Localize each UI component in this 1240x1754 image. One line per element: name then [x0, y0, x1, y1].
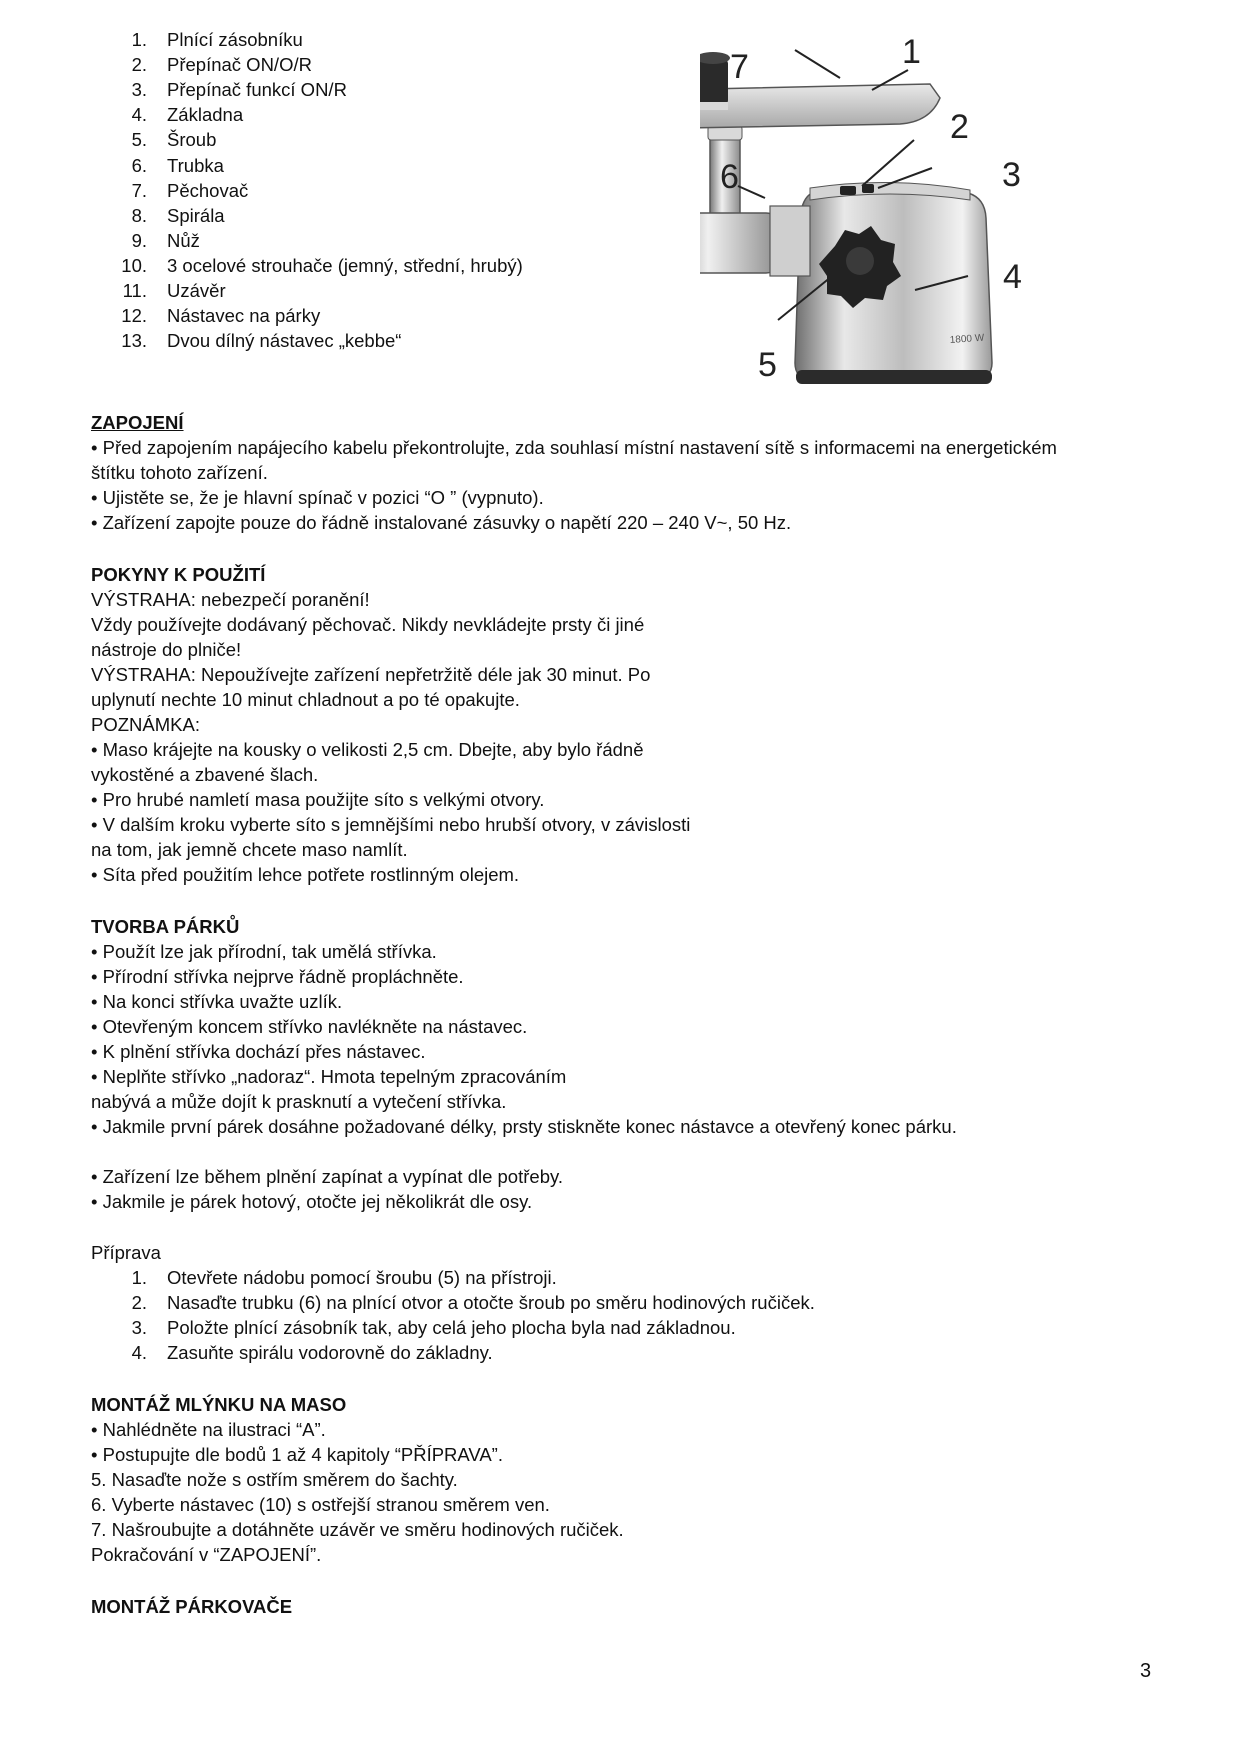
paragraph-line: • Zařízení zapojte pouze do řádně instalované zásuvky o napětí 220 – 240 V~, 50 Hz.: [91, 512, 792, 533]
callout-7: 7: [730, 48, 749, 86]
paragraph-line: • V dalším kroku vyberte síto s jemnějšími nebo hrubší otvory, v závislosti: [91, 814, 691, 835]
list-item: Přepínač ON/O/R: [167, 54, 312, 75]
paragraph-line: nástroje do plniče!: [91, 639, 242, 660]
list-number: 2.: [131, 54, 147, 75]
paragraph-line: • Použít lze jak přírodní, tak umělá střívka.: [91, 941, 437, 962]
list-number: 1.: [131, 1267, 147, 1288]
base-foot: [796, 370, 992, 384]
paragraph-line: nabývá a může dojít k prasknutí a vytečení střívka.: [91, 1091, 507, 1112]
paragraph-line: 7. Našroubujte a dotáhněte uzávěr ve směru hodinových ručiček.: [91, 1519, 624, 1540]
paragraph-line: • Otevřeným koncem střívko navlékněte na nástavec.: [91, 1016, 528, 1037]
paragraph-line: uplynutí nechte 10 minut chladnout a po té opakujte.: [91, 689, 520, 710]
list-item: Šroub: [167, 129, 217, 150]
paragraph-line: • Zařízení lze během plnění zapínat a vypínat dle potřeby.: [91, 1166, 563, 1187]
paragraph-line: • Maso krájejte na kousky o velikosti 2,5 cm. Dbejte, aby bylo řádně: [91, 739, 644, 760]
list-number: 8.: [131, 205, 147, 226]
paragraph-line: 6. Vyberte nástavec (10) s ostřejší stranou směrem ven.: [91, 1494, 550, 1515]
list-item: Nástavec na párky: [167, 305, 321, 326]
list-item: Položte plnící zásobník tak, aby celá jeho plocha byla nad základnou.: [167, 1317, 736, 1338]
list-item: Otevřete nádobu pomocí šroubu (5) na přístroji.: [167, 1267, 557, 1288]
paragraph-line: VÝSTRAHA: Nepoužívejte zařízení nepřetržitě déle jak 30 minut. Po: [91, 664, 651, 685]
paragraph-line: • Pro hrubé namletí masa použijte síto s velkými otvory.: [91, 789, 545, 810]
callout-4: 4: [1003, 258, 1022, 296]
list-number: 4.: [131, 104, 147, 125]
list-number: 12.: [121, 305, 147, 326]
list-item: Zasuňte spirálu vodorovně do základny.: [167, 1342, 493, 1363]
callout-3: 3: [1002, 156, 1021, 194]
paragraph-line: na tom, jak jemně chcete maso namlít.: [91, 839, 408, 860]
paragraph-line: POZNÁMKA:: [91, 714, 200, 735]
list-number: 5.: [131, 129, 147, 150]
list-item: Nůž: [167, 230, 200, 251]
paragraph-line: VÝSTRAHA: nebezpečí poranění!: [91, 589, 370, 610]
pusher: [700, 58, 728, 106]
section-heading-montaz: MONTÁŽ MLÝNKU NA MASO: [91, 1394, 347, 1415]
section-heading-montaz-parkovace: MONTÁŽ PÁRKOVAČE: [91, 1596, 293, 1617]
wattage-label: 1800 W: [949, 332, 985, 346]
list-item: 3 ocelové strouhače (jemný, střední, hrubý): [167, 255, 523, 276]
list-item: Základna: [167, 104, 244, 125]
list-number: 10.: [121, 255, 147, 276]
list-number: 3.: [131, 1317, 147, 1338]
list-item: Dvou dílný nástavec „kebbe“: [167, 330, 402, 351]
paragraph-line: • Nahlédněte na ilustraci “A”.: [91, 1419, 326, 1440]
paragraph-line: Pokračování v “ZAPOJENÍ”.: [91, 1544, 322, 1565]
list-item: Přepínač funkcí ON/R: [167, 79, 347, 100]
list-number: 3.: [131, 79, 147, 100]
base-body: [795, 193, 992, 380]
list-number: 2.: [131, 1292, 147, 1313]
paragraph-line: • K plnění střívka dochází přes nástavec.: [91, 1041, 426, 1062]
meat-grinder-illustration: [700, 18, 1070, 398]
paragraph-line: vykostěné a zbavené šlach.: [91, 764, 319, 785]
list-number: 11.: [122, 280, 147, 301]
paragraph-line: • Jakmile první párek dosáhne požadované délky, prsty stiskněte konec nástavce a otevřený konec párku.: [91, 1116, 957, 1137]
page-number: 3: [1140, 1660, 1152, 1682]
paragraph-line: • Postupujte dle bodů 1 až 4 kapitoly “PŘÍPRAVA”.: [91, 1444, 503, 1465]
feeding-tray: [700, 84, 940, 128]
callout-1: 1: [902, 33, 921, 71]
section-heading-pokyny: POKYNY K POUŽITÍ: [91, 564, 266, 585]
paragraph-line: Vždy používejte dodávaný pěchovač. Nikdy nevkládejte prsty či jiné: [91, 614, 645, 635]
list-number: 13.: [121, 330, 147, 351]
paragraph-line: 5. Nasaďte nože s ostřím směrem do šachty.: [91, 1469, 458, 1490]
paragraph-line: • Před zapojením napájecího kabelu překontrolujte, zda souhlasí místní nastavení sítě s informacemi na energetickém: [91, 437, 1057, 458]
paragraph-line: • Neplňte střívko „nadoraz“. Hmota tepelným zpracováním: [91, 1066, 567, 1087]
paragraph-line: • Na konci střívka uvažte uzlík.: [91, 991, 343, 1012]
list-item: Spirála: [167, 205, 225, 226]
grinding-head: [700, 213, 780, 273]
list-number: 4.: [131, 1342, 147, 1363]
callout-6: 6: [720, 158, 739, 196]
list-number: 9.: [131, 230, 147, 251]
switch-on-o-r: [840, 186, 856, 195]
list-item: Pěchovač: [167, 180, 249, 201]
section-heading-zapojeni: ZAPOJENÍ: [91, 412, 184, 433]
list-item: Uzávěr: [167, 280, 226, 301]
list-number: 7.: [131, 180, 147, 201]
callout-5: 5: [758, 346, 777, 384]
list-number: 6.: [131, 155, 147, 176]
list-item: Trubka: [167, 155, 224, 176]
paragraph-line: • Ujistěte se, že je hlavní spínač v pozici “O ” (vypnuto).: [91, 487, 544, 508]
paragraph-line: • Síta před použitím lehce potřete rostlinným olejem.: [91, 864, 520, 885]
section-heading-priprava: Příprava: [91, 1242, 161, 1263]
list-number: 1.: [131, 29, 147, 50]
callout-2: 2: [950, 108, 969, 146]
list-item: Plnící zásobníku: [167, 29, 303, 50]
paragraph-line: štítku tohoto zařízení.: [91, 462, 268, 483]
paragraph-line: • Jakmile je párek hotový, otočte jej několikrát dle osy.: [91, 1191, 533, 1212]
section-heading-tvorba: TVORBA PÁRKŮ: [91, 916, 240, 937]
list-item: Nasaďte trubku (6) na plnící otvor a otočte šroub po směru hodinových ručiček.: [167, 1292, 815, 1313]
paragraph-line: • Přírodní střívka nejprve řádně propláchněte.: [91, 966, 464, 987]
